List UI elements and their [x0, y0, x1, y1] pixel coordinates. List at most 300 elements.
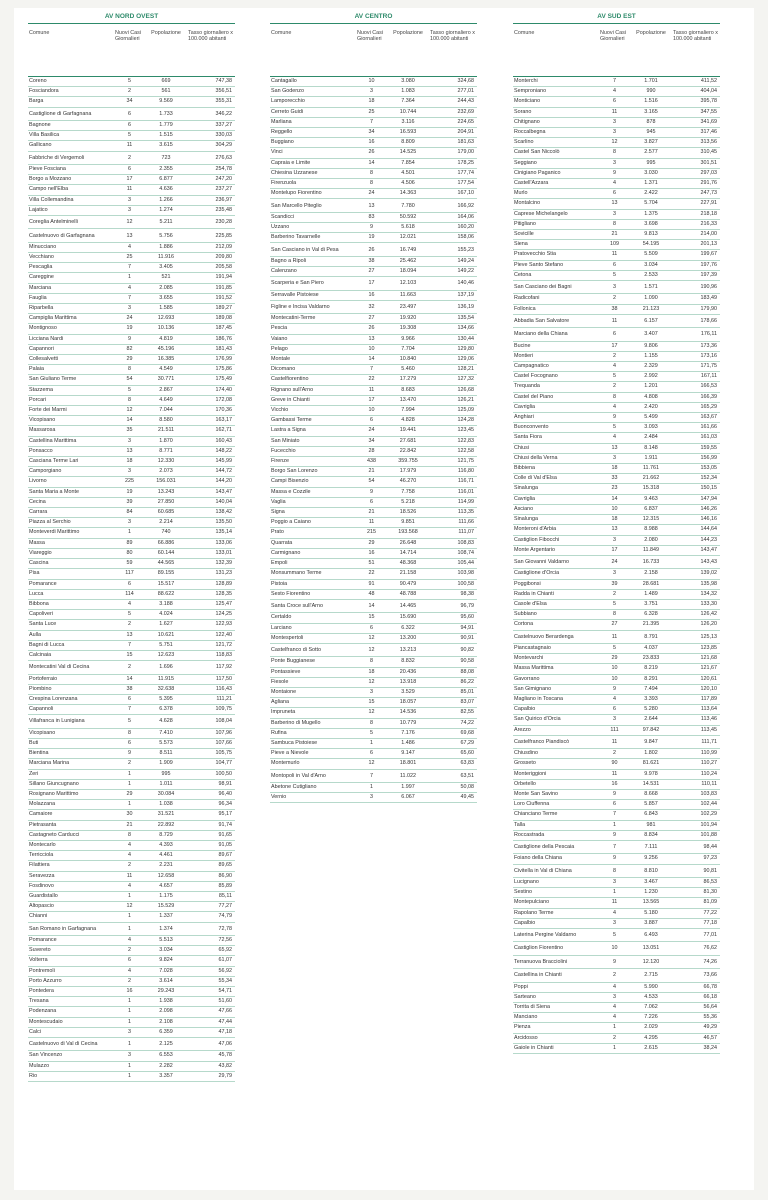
cell-comune: Arcidosso	[513, 1033, 599, 1043]
cell-casi: 13	[599, 199, 630, 209]
cell-tasso: 55,34	[187, 976, 235, 986]
cell-popolazione: 878	[630, 117, 672, 127]
cell-comune: Calci	[28, 1027, 114, 1037]
cell-casi: 14	[356, 599, 387, 612]
cell-comune: Monte San Savino	[513, 789, 599, 799]
cell-comune: Pitigliano	[513, 219, 599, 229]
cell-comune: Signa	[270, 508, 356, 518]
cell-tasso: 94,91	[429, 623, 477, 633]
cell-popolazione: 1.486	[387, 738, 429, 748]
cell-comune: Torrita di Siena	[513, 1002, 599, 1012]
cell-comune: Semproniano	[513, 87, 599, 97]
cell-tasso: 178,25	[429, 158, 477, 168]
cell-tasso: 29,79	[187, 1071, 235, 1081]
cell-popolazione: 3.827	[630, 138, 672, 148]
table-row	[270, 518, 477, 528]
cell-popolazione: 2.108	[145, 1017, 187, 1027]
cell-tasso: 116,43	[187, 684, 235, 694]
cell-popolazione: 21.123	[630, 304, 672, 314]
cell-popolazione: 9.806	[630, 341, 672, 351]
table-row	[28, 365, 235, 375]
cell-tasso: 148,22	[187, 446, 235, 456]
cell-tasso: 138,42	[187, 508, 235, 518]
cell-popolazione: 1.337	[145, 912, 187, 922]
cell-tasso: 121,72	[187, 640, 235, 650]
table-row	[270, 579, 477, 589]
cell-casi: 109	[599, 240, 630, 250]
cell-comune: Agliana	[270, 698, 356, 708]
cell-popolazione: 4.628	[145, 715, 187, 728]
cell-casi: 51	[356, 559, 387, 569]
cell-popolazione: 31.521	[145, 810, 187, 820]
cell-tasso: 88,08	[429, 667, 477, 677]
cell-tasso: 98,91	[187, 779, 235, 789]
cell-tasso: 134,32	[672, 589, 720, 599]
cell-casi: 11	[114, 141, 145, 151]
cell-tasso: 98,38	[429, 589, 477, 599]
cell-casi: 9	[599, 789, 630, 799]
cell-casi: 4	[599, 982, 630, 992]
cell-comune: Castel San Niccolò	[513, 148, 599, 158]
cell-casi: 16	[356, 548, 387, 558]
cell-casi: 1	[114, 1061, 145, 1071]
cell-popolazione: 21.662	[630, 474, 672, 484]
cell-casi: 2	[114, 861, 145, 871]
table-row	[513, 599, 720, 609]
cell-popolazione: 11.663	[387, 290, 429, 300]
table-row	[270, 782, 477, 792]
cell-comune: Barberino di Mugello	[270, 718, 356, 728]
table-row	[28, 165, 235, 175]
cell-popolazione: 17.279	[387, 375, 429, 385]
cell-casi: 3	[599, 209, 630, 219]
cell-casi: 54	[356, 477, 387, 487]
table-row	[28, 650, 235, 660]
cell-tasso: 97,23	[672, 854, 720, 864]
cell-popolazione: 1.911	[630, 453, 672, 463]
cell-tasso: 149,24	[429, 256, 477, 266]
cell-popolazione: 10.744	[387, 107, 429, 117]
cell-popolazione: 3.467	[630, 877, 672, 887]
table-row	[513, 545, 720, 555]
cell-popolazione: 1.696	[145, 661, 187, 674]
cell-casi: 6	[114, 956, 145, 966]
cell-casi: 2	[114, 759, 145, 769]
cell-tasso: 177,54	[429, 179, 477, 189]
cell-comune: Villa Basilica	[28, 131, 114, 141]
cell-tasso: 124,28	[429, 416, 477, 426]
cell-comune: Talla	[513, 820, 599, 830]
cell-popolazione: 4.295	[630, 1033, 672, 1043]
table-row	[28, 1027, 235, 1037]
cell-tasso: 125,13	[672, 630, 720, 643]
cell-tasso: 126,21	[429, 395, 477, 405]
cell-casi: 9	[599, 854, 630, 864]
cell-popolazione: 4.393	[145, 840, 187, 850]
cell-popolazione: 723	[145, 151, 187, 164]
cell-casi: 3	[599, 117, 630, 127]
cell-popolazione: 8.809	[387, 138, 429, 148]
table-row	[28, 1038, 235, 1051]
header-row	[270, 30, 477, 77]
cell-popolazione: 2.715	[630, 969, 672, 982]
cell-casi: 6	[599, 260, 630, 270]
table-row	[270, 446, 477, 456]
cell-popolazione: 14.525	[387, 148, 429, 158]
cell-tasso: 189,27	[187, 304, 235, 314]
cell-comune: Abbadia San Salvatore	[513, 314, 599, 327]
cell-tasso: 147,94	[672, 494, 720, 504]
cell-tasso: 116,71	[429, 477, 477, 487]
table-row	[270, 324, 477, 334]
table-row	[28, 436, 235, 446]
cell-tasso: 63,51	[429, 769, 477, 782]
table-row	[513, 128, 720, 138]
cell-popolazione: 6.359	[145, 1027, 187, 1037]
cell-tasso: 72,56	[187, 935, 235, 945]
cell-popolazione: 10.136	[145, 324, 187, 334]
cell-tasso: 110,24	[672, 769, 720, 779]
cell-casi: 26	[356, 148, 387, 158]
cell-comune: Cortona	[513, 620, 599, 630]
cell-comune: Radicofani	[513, 294, 599, 304]
table-row	[513, 382, 720, 392]
cell-casi: 1	[114, 273, 145, 283]
cell-popolazione: 1.230	[630, 888, 672, 898]
cell-casi: 29	[114, 355, 145, 365]
cell-comune: Terranuova Bracciolini	[513, 955, 599, 968]
cell-casi: 17	[114, 175, 145, 185]
cell-comune: Anghiari	[513, 413, 599, 423]
cell-comune: Porcari	[28, 395, 114, 405]
cell-comune: Massa Marittima	[513, 664, 599, 674]
cell-comune: Lastra a Signa	[270, 426, 356, 436]
cell-casi: 3	[356, 687, 387, 697]
cell-tasso: 47,18	[187, 1027, 235, 1037]
cell-casi: 7	[599, 840, 630, 853]
cell-tasso: 107,96	[187, 728, 235, 738]
cell-popolazione: 1.997	[387, 782, 429, 792]
cell-casi: 9	[599, 413, 630, 423]
table-row	[270, 677, 477, 687]
cell-popolazione: 3.405	[145, 263, 187, 273]
table-body	[270, 77, 477, 803]
cell-popolazione: 5.513	[145, 935, 187, 945]
cell-comune: Pelago	[270, 344, 356, 354]
cell-casi: 21	[356, 508, 387, 518]
cell-popolazione: 1.571	[630, 281, 672, 294]
cell-popolazione: 8.291	[630, 674, 672, 684]
table-row	[513, 643, 720, 653]
table-row	[513, 705, 720, 715]
cell-popolazione: 21.395	[630, 620, 672, 630]
cell-popolazione: 561	[145, 87, 187, 97]
table-row	[28, 840, 235, 850]
cell-tasso: 161,66	[672, 423, 720, 433]
cell-popolazione: 23.497	[387, 300, 429, 313]
cell-tasso: 190,96	[672, 281, 720, 294]
cell-tasso: 102,29	[672, 810, 720, 820]
cell-comune: Massa	[28, 538, 114, 548]
cell-casi: 3	[599, 569, 630, 579]
cell-popolazione: 156.031	[145, 477, 187, 487]
cell-casi: 10	[599, 664, 630, 674]
table-row	[28, 131, 235, 141]
cell-comune: San Marcello Piteglio	[270, 199, 356, 212]
table-row	[513, 189, 720, 199]
cell-tasso: 144,23	[672, 535, 720, 545]
cell-casi: 3	[356, 87, 387, 97]
cell-casi: 10	[599, 942, 630, 955]
cell-comune: Reggello	[270, 128, 356, 138]
cell-casi: 7	[114, 293, 145, 303]
table-row	[513, 504, 720, 514]
cell-popolazione: 3.165	[630, 107, 672, 117]
table-row	[28, 956, 235, 966]
cell-comune: Campagnatico	[513, 362, 599, 372]
cell-popolazione: 7.062	[630, 1002, 672, 1012]
cell-casi: 9	[114, 749, 145, 759]
cell-comune: Rio	[28, 1071, 114, 1081]
cell-popolazione: 8.148	[630, 443, 672, 453]
cell-tasso: 313,56	[672, 138, 720, 148]
cell-casi: 3	[114, 205, 145, 215]
cell-casi: 14	[356, 158, 387, 168]
table-row	[513, 735, 720, 748]
cell-casi: 5	[599, 928, 630, 941]
table-row	[28, 705, 235, 715]
table-row	[513, 840, 720, 853]
table-row	[513, 674, 720, 684]
cell-tasso: 125,47	[187, 599, 235, 609]
table-row	[513, 199, 720, 209]
cell-popolazione: 7.226	[630, 1013, 672, 1023]
cell-comune: Monteverdi Marittimo	[28, 528, 114, 538]
cell-casi: 8	[599, 392, 630, 402]
table-row	[28, 508, 235, 518]
cell-tasso: 113,46	[672, 715, 720, 725]
cell-comune: Chitignano	[513, 117, 599, 127]
cell-popolazione: 48.788	[387, 589, 429, 599]
cell-popolazione: 8.791	[630, 630, 672, 643]
cell-popolazione: 2.282	[145, 1061, 187, 1071]
cell-popolazione: 2.125	[145, 1038, 187, 1051]
cell-popolazione: 1.870	[145, 436, 187, 446]
cell-popolazione: 14.531	[630, 779, 672, 789]
cell-casi: 82	[114, 344, 145, 354]
cell-casi: 22	[356, 375, 387, 385]
cell-comune: Buti	[28, 738, 114, 748]
cell-tasso: 165,29	[672, 402, 720, 412]
cell-comune: Buonconvento	[513, 423, 599, 433]
cell-tasso: 170,36	[187, 406, 235, 416]
table-row	[28, 986, 235, 996]
cell-casi: 24	[356, 426, 387, 436]
cell-tasso: 341,69	[672, 117, 720, 127]
cell-comune: Monteroni d'Arbia	[513, 525, 599, 535]
cell-casi: 2	[114, 87, 145, 97]
cell-comune: Calenzano	[270, 267, 356, 277]
cell-comune: Firenze	[270, 457, 356, 467]
cell-tasso: 51,60	[187, 997, 235, 1007]
table-row	[28, 1061, 235, 1071]
cell-tasso: 117,50	[187, 674, 235, 684]
cell-comune: Pietrasanta	[28, 820, 114, 830]
cell-tasso: 191,94	[187, 273, 235, 283]
table-row	[28, 229, 235, 242]
cell-casi: 8	[356, 179, 387, 189]
cell-casi: 438	[356, 457, 387, 467]
cell-popolazione: 8.580	[145, 416, 187, 426]
cell-popolazione: 1.909	[145, 759, 187, 769]
table-row	[28, 416, 235, 426]
cell-comune: Poggio a Caiano	[270, 518, 356, 528]
cell-casi: 7	[114, 263, 145, 273]
cell-casi: 4	[114, 881, 145, 891]
table-row	[513, 769, 720, 779]
cell-casi: 59	[114, 559, 145, 569]
cell-tasso: 73,66	[672, 969, 720, 982]
cell-tasso: 197,76	[672, 260, 720, 270]
table-row	[270, 77, 477, 87]
table-row	[270, 633, 477, 643]
cell-casi: 11	[356, 518, 387, 528]
cell-casi: 2	[114, 620, 145, 630]
table-row	[28, 630, 235, 640]
cell-casi: 22	[356, 569, 387, 579]
table-row	[28, 518, 235, 528]
cell-tasso: 162,71	[187, 426, 235, 436]
cell-casi: 12	[114, 216, 145, 229]
cell-tasso: 107,66	[187, 738, 235, 748]
cell-comune: Piazza al Serchio	[28, 518, 114, 528]
cell-casi: 6	[599, 189, 630, 199]
cell-popolazione: 1.155	[630, 351, 672, 361]
cell-casi: 6	[114, 738, 145, 748]
cell-casi: 5	[114, 385, 145, 395]
table-row	[513, 392, 720, 402]
cell-tasso: 61,07	[187, 956, 235, 966]
cell-casi: 4	[599, 1013, 630, 1023]
table-row	[270, 128, 477, 138]
cell-tasso: 96,79	[429, 599, 477, 612]
cell-tasso: 161,03	[672, 433, 720, 443]
cell-casi: 5	[114, 715, 145, 728]
cell-casi: 39	[114, 497, 145, 507]
table-row	[270, 718, 477, 728]
table-row	[28, 121, 235, 131]
cell-popolazione: 17.979	[387, 467, 429, 477]
cell-comune: Sestino	[513, 888, 599, 898]
cell-casi: 7	[599, 77, 630, 87]
cell-tasso: 77,27	[187, 902, 235, 912]
cell-tasso: 104,77	[187, 759, 235, 769]
cell-popolazione: 29.243	[145, 986, 187, 996]
cell-tasso: 225,85	[187, 229, 235, 242]
cell-tasso: 47,66	[187, 1007, 235, 1017]
cell-popolazione: 19.308	[387, 324, 429, 334]
cell-comune: Poggibonsi	[513, 579, 599, 589]
cell-comune: Castel del Piano	[513, 392, 599, 402]
table-row	[28, 457, 235, 467]
cell-casi: 8	[599, 610, 630, 620]
cell-tasso: 411,52	[672, 77, 720, 87]
cell-casi: 3	[599, 535, 630, 545]
cell-tasso: 133,30	[672, 599, 720, 609]
cell-comune: Rosignano Marittimo	[28, 789, 114, 799]
cell-tasso: 237,27	[187, 185, 235, 195]
table-row	[28, 216, 235, 229]
cell-casi: 11	[599, 630, 630, 643]
table-row	[513, 610, 720, 620]
cell-casi: 1	[114, 1017, 145, 1027]
cell-tasso: 291,76	[672, 179, 720, 189]
cell-tasso: 126,42	[672, 610, 720, 620]
cell-popolazione: 25.462	[387, 256, 429, 266]
cell-casi: 3	[599, 715, 630, 725]
cell-tasso: 136,19	[429, 300, 477, 313]
cell-tasso: 90,82	[429, 643, 477, 656]
cell-tasso: 95,60	[429, 613, 477, 623]
cell-popolazione: 5.573	[145, 738, 187, 748]
cell-popolazione: 5.857	[630, 800, 672, 810]
table-row	[513, 168, 720, 178]
table-row	[270, 189, 477, 199]
cell-comune: Montescudaio	[28, 1017, 114, 1027]
cell-tasso: 122,93	[187, 620, 235, 630]
cell-casi: 11	[114, 185, 145, 195]
cell-comune: Greve in Chianti	[270, 395, 356, 405]
cell-comune: Monteriggioni	[513, 769, 599, 779]
cell-popolazione: 16.749	[387, 243, 429, 256]
cell-comune: Montignoso	[28, 324, 114, 334]
cell-tasso: 86,53	[672, 877, 720, 887]
table-row	[513, 877, 720, 887]
cell-comune: Rapolano Terme	[513, 908, 599, 918]
cell-popolazione: 54.195	[630, 240, 672, 250]
table-row	[513, 423, 720, 433]
cell-tasso: 173,16	[672, 351, 720, 361]
table-row	[270, 406, 477, 416]
table-row	[28, 738, 235, 748]
cell-popolazione: 48.368	[387, 559, 429, 569]
cell-comune: Bibbiena	[513, 464, 599, 474]
table-row	[28, 538, 235, 548]
cell-popolazione: 6.067	[387, 793, 429, 803]
cell-comune: Chiusi della Verna	[513, 453, 599, 463]
cell-casi: 18	[599, 515, 630, 525]
cell-tasso: 56,64	[672, 1002, 720, 1012]
cell-tasso: 90,81	[672, 864, 720, 877]
cell-comune: Fabbriche di Vergemoli	[28, 151, 114, 164]
cell-comune: Molazzana	[28, 800, 114, 810]
cell-casi: 9	[599, 955, 630, 968]
cell-comune: Chiusi	[513, 443, 599, 453]
cell-comune: San Godenzo	[270, 87, 356, 97]
column-title: AV NORD OVEST	[28, 13, 235, 24]
cell-casi: 1	[114, 1038, 145, 1051]
cell-comune: Cavriglia	[513, 402, 599, 412]
table-row	[28, 810, 235, 820]
cell-comune: Castiglion Fibocchi	[513, 535, 599, 545]
cell-comune: Prato	[270, 528, 356, 538]
cell-comune: Murlo	[513, 189, 599, 199]
cell-comune: Castiglione di Garfagnana	[28, 107, 114, 120]
cell-comune: Castelnuovo di Garfagnana	[28, 229, 114, 242]
table-row	[513, 158, 720, 168]
cell-popolazione: 13.243	[145, 487, 187, 497]
cell-casi: 1	[114, 769, 145, 779]
